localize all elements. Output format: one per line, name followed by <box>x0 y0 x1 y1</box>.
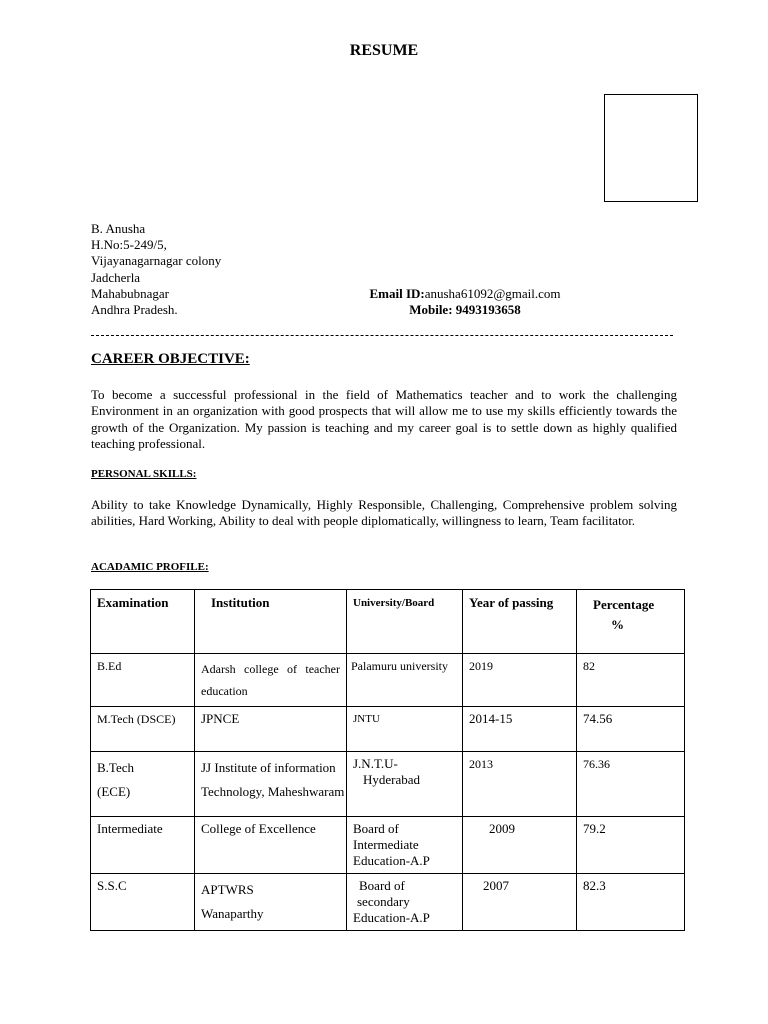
table-row <box>91 817 685 874</box>
candidate-name: B. Anusha <box>91 221 146 236</box>
academic-table <box>90 589 685 931</box>
table-cell: Adarsh college of teacher education <box>195 654 347 707</box>
address-block <box>91 221 221 318</box>
address-line: Andhra Pradesh. <box>91 302 178 318</box>
table-cell: 82.3 <box>577 874 685 931</box>
header-cell: Examination <box>91 590 195 654</box>
contact-block <box>330 286 600 318</box>
address-line: H.No:5-249/5, <box>91 237 167 253</box>
header-cell: Year of passing <box>463 590 577 654</box>
address-line: Jadcherla <box>91 269 141 285</box>
address-line: Mahabubnagar <box>91 285 169 301</box>
table-cell: College of Excellence <box>195 817 347 874</box>
table-cell: Board of secondary Education-A.P <box>347 874 463 931</box>
table-cell: 79.2 <box>577 817 685 874</box>
divider <box>91 335 673 336</box>
career-objective-text: To become a successful professional in the field of Mathematics teacher and to work the challenging Environment in an organization with good prospects that will allow me to use my skills efficiently towards the growth of the Organization. My passion is teaching and my career goal is to settle down as highly qualified teaching professional. <box>91 387 677 452</box>
table-cell: 2014-15 <box>463 707 577 752</box>
address-line: Vijayanagarnagar colony <box>91 253 222 269</box>
table-cell: S.S.C <box>91 874 195 931</box>
table-row <box>91 752 685 817</box>
table-cell: B.Ed <box>91 654 195 707</box>
career-objective-heading: CAREER OBJECTIVE: <box>91 351 250 367</box>
email-line <box>330 286 600 302</box>
table-cell: APTWRS Wanaparthy <box>195 874 347 931</box>
table-header-row <box>91 590 685 654</box>
table-cell: Intermediate <box>91 817 195 874</box>
table-cell: 2013 <box>463 752 577 817</box>
table-cell: M.Tech (DSCE) <box>91 707 195 752</box>
table-cell: JPNCE <box>195 707 347 752</box>
personal-skills-heading: PERSONAL SKILLS: <box>91 468 197 480</box>
table-row <box>91 654 685 707</box>
header-cell: University/Board <box>347 590 463 654</box>
table-cell: Palamuru university <box>347 654 463 707</box>
personal-skills-text: Ability to take Knowledge Dynamically, Highly Responsible, Challenging, Comprehensive problem solving abilities, Hard Working, Ability to deal with people diplomatically, willingness to learn, Team facilitator. <box>91 497 677 529</box>
table-cell: 2007 <box>463 874 577 931</box>
resume-title: RESUME <box>349 42 419 59</box>
mobile-line: Mobile: 9493193658 <box>409 302 521 318</box>
table-cell: JJ Institute of information Technology, Maheshwaram <box>195 752 347 817</box>
table-cell: 82 <box>577 654 685 707</box>
table-cell: J.N.T.U- Hyderabad <box>347 752 463 817</box>
header-cell: Institution <box>195 590 347 654</box>
table-row <box>91 707 685 752</box>
table-cell: B.Tech (ECE) <box>91 752 195 817</box>
academic-profile-heading: ACADAMIC PROFILE: <box>91 561 209 573</box>
table-cell: 74.56 <box>577 707 685 752</box>
table-cell: 2009 <box>463 817 577 874</box>
email-label: Email ID: <box>369 286 425 301</box>
table-row <box>91 874 685 931</box>
table-cell: Board of Intermediate Education-A.P <box>347 817 463 874</box>
table-cell: 2019 <box>463 654 577 707</box>
table-cell: 76.36 <box>577 752 685 817</box>
email-address[interactable]: anusha61092@gmail.com <box>424 286 561 301</box>
header-cell: Percentage % <box>577 590 685 654</box>
table-cell: JNTU <box>347 707 463 752</box>
photo-placeholder <box>604 94 698 202</box>
